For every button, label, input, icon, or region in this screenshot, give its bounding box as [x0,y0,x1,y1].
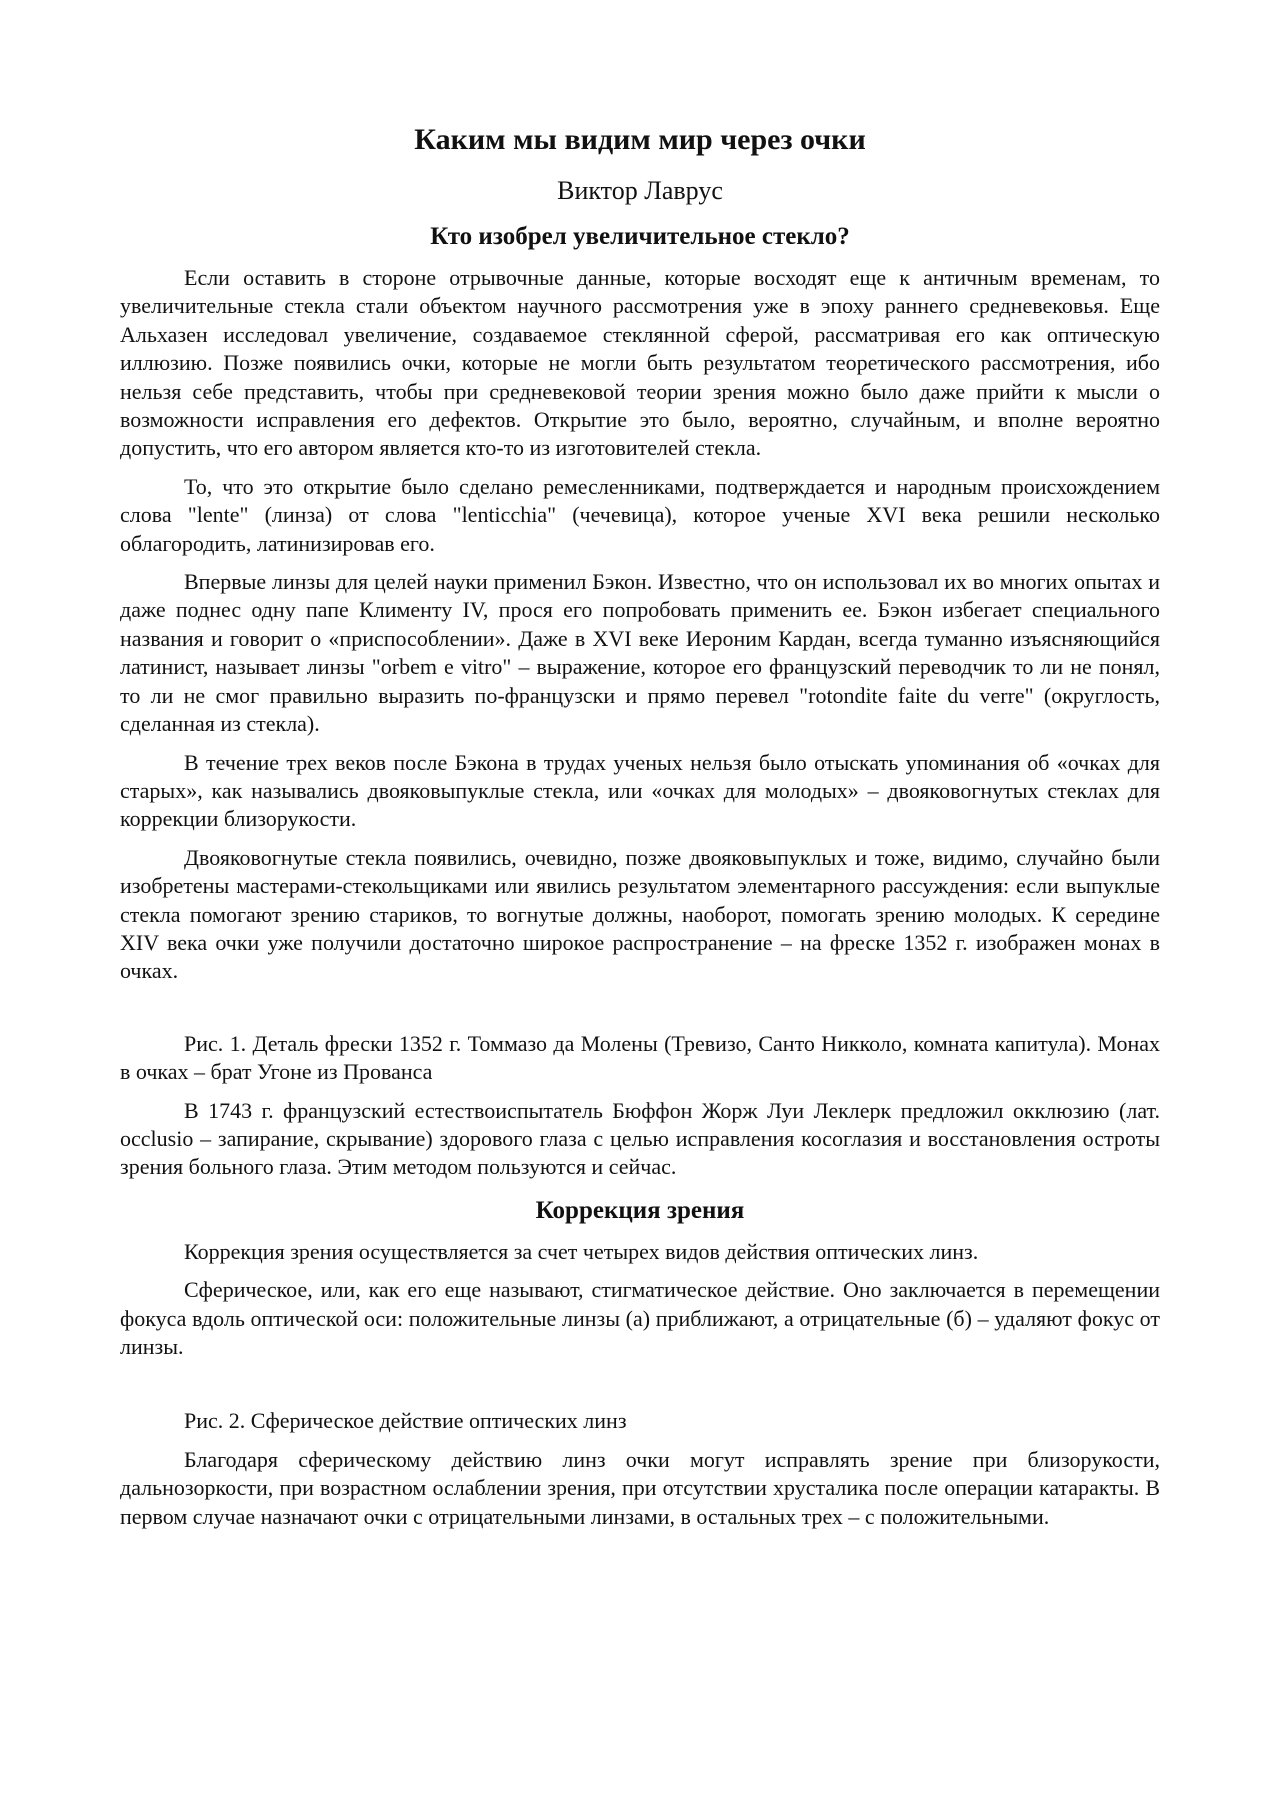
figure-1-placeholder [120,996,1160,1030]
section-heading-invention: Кто изобрел увеличительное стекло? [430,223,850,250]
paragraph: В 1743 г. французский естествоиспытатель Бюффон Жорж Луи Леклерк предложил окклюзию (лат. occlusio – запирание, скрывание) здорового глаза с целью исправления косоглазия и восстановления остроты зрения больного глаза. Этим методом пользуются и сейчас. [120,1097,1160,1180]
paragraph: Сферическое, или, как его еще называют, стигматическое действие. Оно заключается в перемещении фокуса вдоль оптической оси: положительные линзы (а) приближают, а отрицательные (б) – удаляют фокус от линзы. [120,1277,1160,1359]
paragraph: Двояковогнутые стекла появились, очевидно, позже двояковыпуклых и тоже, видимо, случайно были изобретены мастерами-стекольщиками или явились результатом элементарного рассуждения: если выпуклые стекла помогают зрению стариков, то вогнутые должны, наоборот, помогать зрению молодых. К середине XIV века очки уже получили достаточно широкое распространение – на фреске 1352 г. изображен монах в очках. [120,844,1160,984]
document-title: Каким мы видим мир через очки [414,123,866,156]
figure-1-caption: Рис. 1. Деталь фрески 1352 г. Томмазо да Молены (Тревизо, Санто Никколо, комната капитула). Монах в очках – брат Угоне из Прованса [120,1030,1160,1085]
figure-2-caption: Рис. 2. Сферическое действие оптических линз [184,1408,627,1434]
paragraph: Впервые линзы для целей науки применил Бэкон. Известно, что он использовал их во многих опытах и даже поднес одну папе Клименту IV, прося его попробовать применить ее. Бэкон избегает специального названия и говорит о «приспособлении». Даже в XVI веке Иероним Кардан, всегда туманно изъясняющийся латинист, называет линзы "orbem e vitro" – выражение, которое его французский переводчик то ли не понял, то ли не смог правильно выразить по-французски и прямо перевел "rotondite faite du verre" (округлость, сделанная из стекла). [120,569,1160,737]
section-heading-correction: Коррекция зрения [535,1196,745,1224]
paragraph: В течение трех веков после Бэкона в трудах ученых нельзя было отыскать упоминания об «очках для старых», как назывались двояковыпуклые стекла, или «очках для молодых» – двояковогнутых стеклах для коррекции близорукости. [120,749,1160,832]
author-name: Виктор Лаврус [557,176,723,205]
paragraph: То, что это открытие было сделано ремесленниками, подтверждается и народным происхождением слова "lente" (линза) от слова "lenticchia" (чечевица), которое ученые XVI века решили несколько облагородить, латинизировав его. [120,473,1160,556]
document-page [120,118,1160,1541]
figure-2-placeholder [120,1371,1160,1407]
paragraph: Коррекция зрения осуществляется за счет четырех видов действия оптических линз. [184,1238,979,1264]
paragraph: Благодаря сферическому действию линз очки могут исправлять зрение при близорукости, дальнозоркости, при возрастном ослаблении зрения, при отсутствии хрусталика после операции катаракты. В первом случае назначают очки с отрицательными линзами, в остальных трех – с положительными. [120,1446,1160,1529]
paragraph: Если оставить в стороне отрывочные данные, которые восходят еще к античным временам, то увеличительные стекла стали объектом научного рассмотрения уже в эпоху раннего средневековья. Еще Альхазен исследовал увеличение, создаваемое стеклянной сферой, рассматривая его как оптическую иллюзию. Позже появились очки, которые не могли быть результатом теоретического рассмотрения, ибо нельзя себе представить, чтобы при средневековой теории зрения можно было даже прийти к мысли о возможности исправления его дефектов. Открытие это было, вероятно, случайным, и вполне вероятно допустить, что его автором является кто-то из изготовителей стекла. [120,265,1160,461]
